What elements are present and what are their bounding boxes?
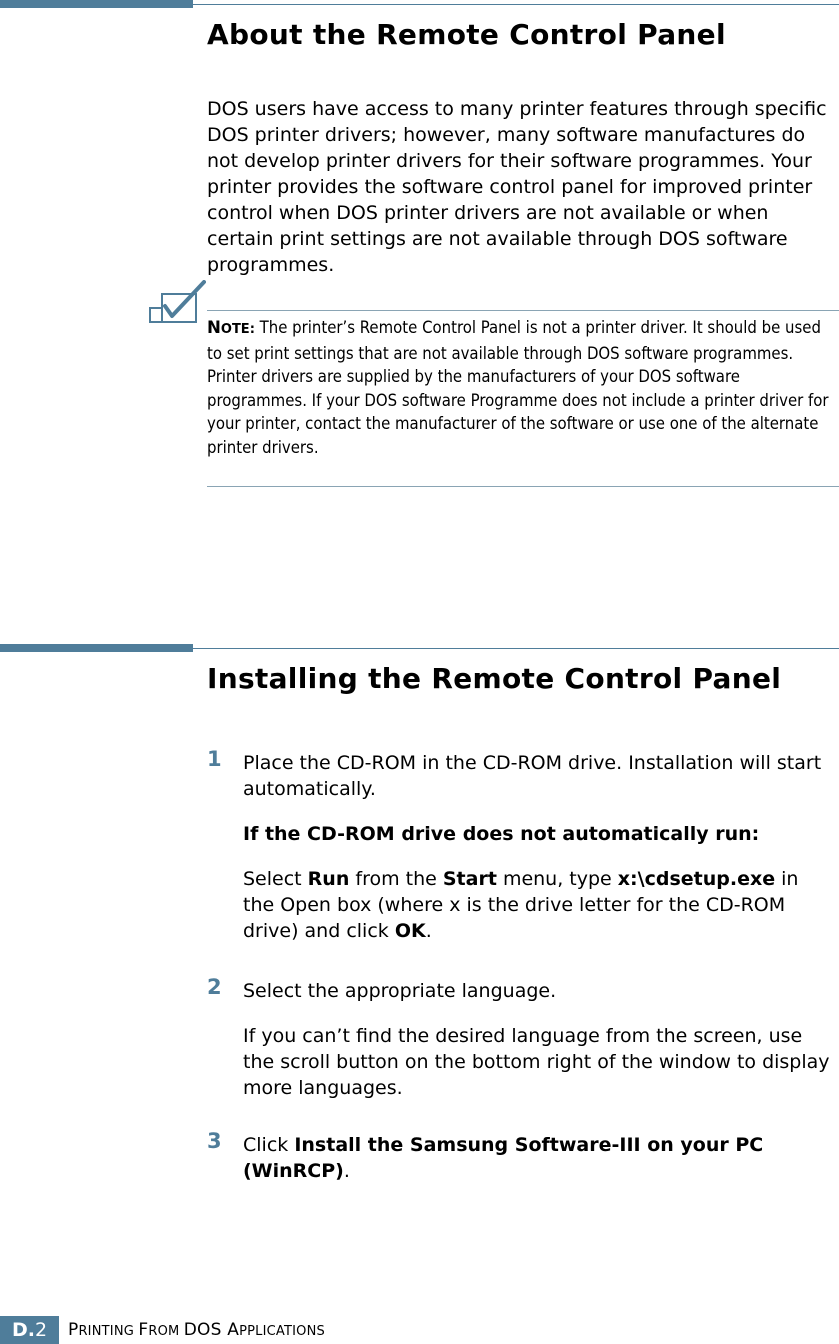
- note-label: NOTE:: [207, 318, 255, 337]
- start-menu: Start: [442, 868, 497, 890]
- step-1-text: Place the CD-ROM in the CD-ROM drive. Installation will start automatically.: [243, 752, 822, 800]
- chapter-title: PRINTING FROM DOS APPLICATIONS: [68, 1320, 325, 1340]
- section-title-installing: Installing the Remote Control Panel: [207, 662, 782, 695]
- setup-command: x:\cdsetup.exe: [617, 868, 776, 890]
- section2-rule-thin: [193, 648, 839, 649]
- ok-label: OK: [394, 920, 426, 942]
- note-top-rule: [207, 310, 839, 311]
- step-3-text: Click Install the Samsung Software-III on your PC (WinRCP).: [243, 1134, 764, 1182]
- step-1-detail: Select Run from the Start menu, type x:\cdsetup.exe in the Open box (where x is the drive letter for the CD-ROM drive) and click OK.: [243, 868, 799, 942]
- install-option-label: Install the Samsung Software-III on your PC (WinRCP): [243, 1134, 764, 1182]
- about-paragraph: DOS users have access to many printer features through specific DOS printer drivers; however, many software manufactures do not develop printer drivers for their software programmes. Your printer provides the software control panel for improved printer control when DOS printer drivers are not available or when certain print settings are not available through DOS software programmes.: [207, 98, 827, 276]
- section2-rule-thick: [0, 644, 193, 652]
- section-title-about: About the Remote Control Panel: [207, 18, 726, 51]
- run-menu-item: Run: [307, 868, 350, 890]
- step-number-1: 1: [207, 747, 222, 771]
- note-bottom-rule: [207, 486, 839, 487]
- page-number-badge: D.2: [0, 1316, 59, 1344]
- note-text: [207, 316, 834, 459]
- step-2-text: Select the appropriate language.: [243, 980, 557, 1002]
- step-number-3: 3: [207, 1129, 222, 1153]
- note-body: The printer’s Remote Control Panel is not a printer driver. It should be used to set print settings that are not available through DOS software programmes. Printer drivers are supplied by the manufacturers of your DOS software programmes. If your DOS software Programme does not include a printer driver for your printer, contact the manufacturer of the software or use one of the alternate printer drivers.: [207, 318, 829, 457]
- header-rule-thin: [193, 4, 839, 5]
- step-number-2: 2: [207, 975, 222, 999]
- step-2-detail: If you can’t find the desired language from the screen, use the scroll button on the bottom right of the window to display more languages.: [243, 1025, 830, 1099]
- checkmark-note-icon: [148, 280, 206, 324]
- step-1-subheading: If the CD-ROM drive does not automatically run:: [243, 823, 760, 845]
- header-rule-thick: [0, 0, 193, 8]
